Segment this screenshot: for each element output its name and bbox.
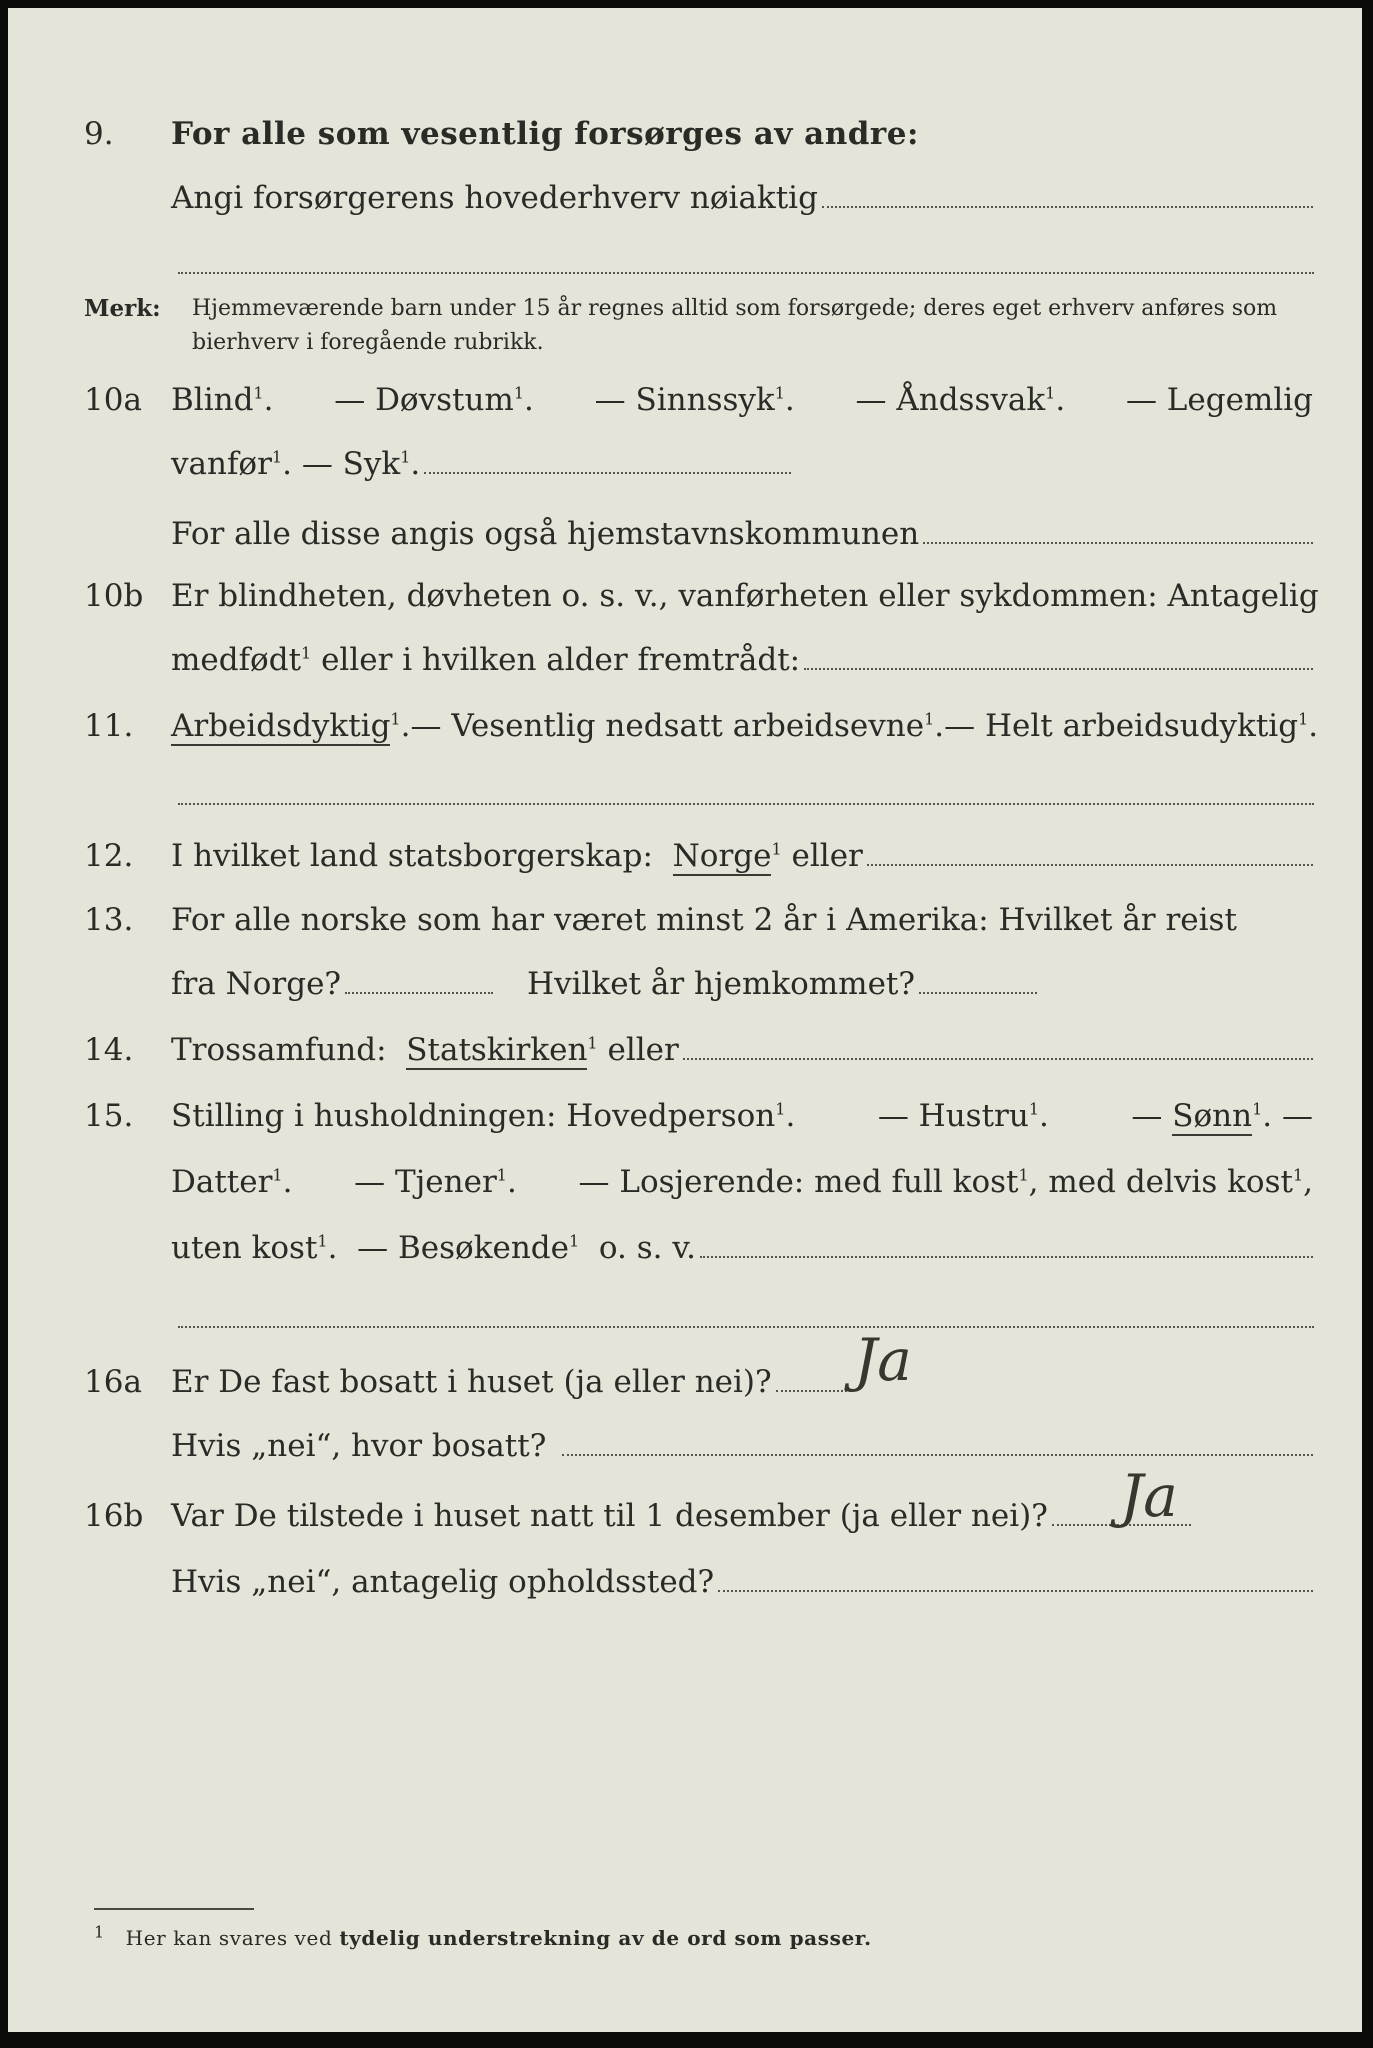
q16b-handwritten-answer: Ja bbox=[1120, 1462, 1178, 1530]
footnote-mark: 1 bbox=[94, 1922, 105, 1942]
option-syk[interactable]: — Syk bbox=[301, 446, 401, 482]
alder-answer-line[interactable] bbox=[804, 642, 1313, 670]
hjemstavn-answer-line[interactable] bbox=[923, 516, 1313, 544]
option-hovedperson[interactable]: Stilling i husholdningen: Hovedperson bbox=[171, 1098, 776, 1134]
footnote-text-b: tydelig understrekning av de ord som passer. bbox=[339, 1926, 872, 1950]
alder-label: eller i hvilken alder fremtrådt: bbox=[321, 642, 801, 678]
option-nedsatt[interactable]: — Vesentlig nedsatt arbeidsevne bbox=[410, 708, 925, 744]
q15-line2: Datter$^1$. — Tjener$^1$. — Losjerende: med full kost$^1$, med delvis kost$^1$, bbox=[171, 1164, 1313, 1200]
q13-number: 13. bbox=[84, 902, 134, 938]
q14-answer-line[interactable] bbox=[683, 1032, 1313, 1060]
option-vanfor[interactable]: vanfør bbox=[171, 446, 272, 482]
q13-text: For alle norske som har været minst 2 år i Amerika: Hvilket år reist bbox=[171, 902, 1237, 938]
q12-number: 12. bbox=[84, 838, 134, 874]
option-statskirken[interactable]: Statskirken bbox=[406, 1032, 588, 1068]
option-besokende[interactable]: — Besøkende bbox=[357, 1230, 569, 1266]
census-form-page bbox=[8, 8, 1362, 2032]
q9-number: 9. bbox=[84, 116, 114, 152]
q10b-text: Er blindheten, døvheten o. s. v., vanførheten eller sykdommen: Antagelig bbox=[171, 578, 1319, 614]
q12-answer-line[interactable] bbox=[867, 838, 1313, 866]
q9-answer-line-2[interactable] bbox=[178, 272, 1314, 274]
footnote-ref: 1 bbox=[1292, 1165, 1304, 1185]
footnote-ref: 1 bbox=[390, 709, 401, 729]
footnote-ref: 1 bbox=[272, 1165, 283, 1185]
q16a-handwritten-answer: Ja bbox=[854, 1326, 912, 1394]
option-arbeidsdyktig[interactable]: Arbeidsdyktig bbox=[171, 708, 391, 744]
q10a-line3 bbox=[8, 516, 1362, 576]
q9-line2 bbox=[8, 180, 1362, 240]
option-hustru[interactable]: — Hustru bbox=[877, 1098, 1029, 1134]
q10b-line2 bbox=[8, 642, 1362, 702]
q16a-line1 bbox=[8, 1364, 1362, 1424]
q13-line1 bbox=[8, 902, 1362, 962]
reist-label: fra Norge? bbox=[171, 966, 342, 1002]
merk-label: Merk: bbox=[84, 295, 161, 322]
hjemkommet-label: Hvilket år hjemkommet? bbox=[527, 966, 916, 1002]
footnote-ref: 1 bbox=[771, 839, 782, 859]
q16a-text: Er De fast bosatt i huset (ja eller nei)? bbox=[171, 1364, 772, 1400]
q15-number: 15. bbox=[84, 1098, 134, 1134]
q16a-number: 16a bbox=[84, 1364, 142, 1400]
option-uten-kost[interactable]: uten kost bbox=[171, 1230, 318, 1266]
footnote-ref: 1 bbox=[253, 383, 264, 403]
q15-answer-line-2[interactable] bbox=[178, 1326, 1314, 1328]
footnote bbox=[94, 1922, 872, 1950]
q16a-bosatt-label: Hvis „nei“, hvor bosatt? bbox=[171, 1428, 547, 1464]
merk-text: Hjemmeværende barn under 15 år regnes alltid som forsørgede; deres eget erhverv anføres som bierhverv i foregående rubrikk. bbox=[192, 296, 1278, 355]
q11-answer-line[interactable] bbox=[178, 803, 1314, 805]
reist-answer-line[interactable] bbox=[345, 966, 493, 994]
option-blind[interactable]: Blind bbox=[171, 382, 254, 418]
q12-line bbox=[8, 838, 1362, 898]
q11-number: 11. bbox=[84, 708, 134, 744]
footnote-ref: 1 bbox=[1045, 383, 1056, 403]
q10a-line2: vanfør$^1$. — Syk$^1$. bbox=[8, 446, 1362, 506]
q9-occupation-label: Angi forsørgerens hovederhverv nøiaktig bbox=[171, 180, 818, 216]
footnote-ref: 1 bbox=[513, 383, 525, 403]
footnote-ref: 1 bbox=[301, 643, 312, 663]
footnote-ref: 1 bbox=[569, 1231, 580, 1251]
option-sinnssyk[interactable]: — Sinnssyk bbox=[594, 382, 775, 418]
q15-line3: uten kost$^1$. — Besøkende$^1$ o. s. v. bbox=[8, 1230, 1362, 1290]
q15-answer-line[interactable] bbox=[700, 1230, 1313, 1258]
q16a-bosatt-answer-line[interactable] bbox=[562, 1428, 1313, 1456]
hjemstavn-label: For alle disse angis også hjemstavnskommunen bbox=[171, 516, 920, 552]
option-legemlig[interactable]: — Legemlig bbox=[1125, 382, 1313, 418]
option-dovstum[interactable]: — Døvstum bbox=[334, 382, 514, 418]
hjemkommet-answer-line[interactable] bbox=[919, 966, 1037, 994]
option-datter[interactable]: Datter bbox=[171, 1164, 273, 1200]
q14-eller: eller bbox=[607, 1032, 679, 1068]
footnote-ref: 1 bbox=[775, 1099, 786, 1119]
option-medfodt[interactable]: medfødt bbox=[171, 642, 302, 678]
q12-eller: eller bbox=[791, 838, 863, 874]
q9-title: For alle som vesentlig forsørges av andre: bbox=[171, 116, 919, 152]
q13-line2 bbox=[8, 966, 1362, 1026]
syk-answer-line[interactable] bbox=[424, 446, 791, 474]
footnote-ref: 1 bbox=[1028, 1099, 1040, 1119]
q16b-line2 bbox=[8, 1564, 1362, 1624]
footnote-ref: 1 bbox=[496, 1165, 507, 1185]
q16a-answer-line[interactable] bbox=[776, 1364, 851, 1392]
footnote-text-a: Her kan svares ved bbox=[125, 1926, 333, 1950]
q9-answer-line[interactable] bbox=[822, 180, 1313, 208]
footnote-ref: 1 bbox=[924, 709, 935, 729]
q15-line1: 15. Stilling i husholdningen: Hovedperson$^1$. — Hustru$^1$. — Sønn$^1$. — bbox=[84, 1098, 1313, 1134]
option-norge[interactable]: Norge bbox=[672, 838, 772, 874]
q14-text: Trossamfund: bbox=[171, 1032, 387, 1068]
q11-line: 11. Arbeidsdyktig$^1$. — Vesentlig nedsatt arbeidsevne$^1$. — Helt arbeidsudyktig$^1$. bbox=[84, 708, 1319, 744]
footnote-divider bbox=[94, 1908, 254, 1910]
option-andssvak[interactable]: — Åndssvak bbox=[855, 382, 1046, 418]
q14-line bbox=[8, 1032, 1362, 1092]
q16b-text: Var De tilstede i huset natt til 1 desember (ja eller nei)? bbox=[171, 1498, 1048, 1534]
option-full-kost[interactable]: — Losjerende: med full kost bbox=[578, 1164, 1019, 1200]
q10b-number: 10b bbox=[84, 578, 144, 614]
q16b-number: 16b bbox=[84, 1498, 144, 1534]
footnote-ref: 1 bbox=[587, 1033, 598, 1053]
option-tjener[interactable]: — Tjener bbox=[354, 1164, 497, 1200]
option-delvis-kost[interactable]: , med delvis kost bbox=[1028, 1164, 1293, 1200]
osv-label: o. s. v. bbox=[598, 1230, 697, 1266]
option-sonn[interactable]: Sønn bbox=[1172, 1098, 1253, 1134]
q10b-line1 bbox=[8, 578, 1362, 638]
q10a-number: 10a bbox=[84, 382, 142, 418]
q14-number: 14. bbox=[84, 1032, 134, 1068]
footnote-ref: 1 bbox=[1252, 1099, 1263, 1119]
footnote-ref: 1 bbox=[317, 1231, 328, 1251]
footnote-ref: 1 bbox=[1018, 1165, 1029, 1185]
footnote-ref: 1 bbox=[774, 383, 785, 403]
option-udyktig[interactable]: — Helt arbeidsudyktig bbox=[944, 708, 1299, 744]
footnote-ref: 1 bbox=[271, 447, 283, 467]
q10a-line1: 10a Blind$^1$. — Døvstum$^1$. — Sinnssyk$^1$. — Åndssvak$^1$. — Legemlig bbox=[84, 382, 1313, 418]
q16b-opholdssted-answer-line[interactable] bbox=[718, 1564, 1313, 1592]
q12-text: I hvilket land statsborgerskap: bbox=[171, 838, 653, 874]
footnote-ref: 1 bbox=[400, 447, 411, 467]
q16b-opholdssted-label: Hvis „nei“, antagelig opholdssted? bbox=[171, 1564, 715, 1600]
merk-note bbox=[84, 292, 1314, 362]
footnote-ref: 1 bbox=[1298, 709, 1309, 729]
q9-title-row bbox=[8, 116, 1362, 176]
